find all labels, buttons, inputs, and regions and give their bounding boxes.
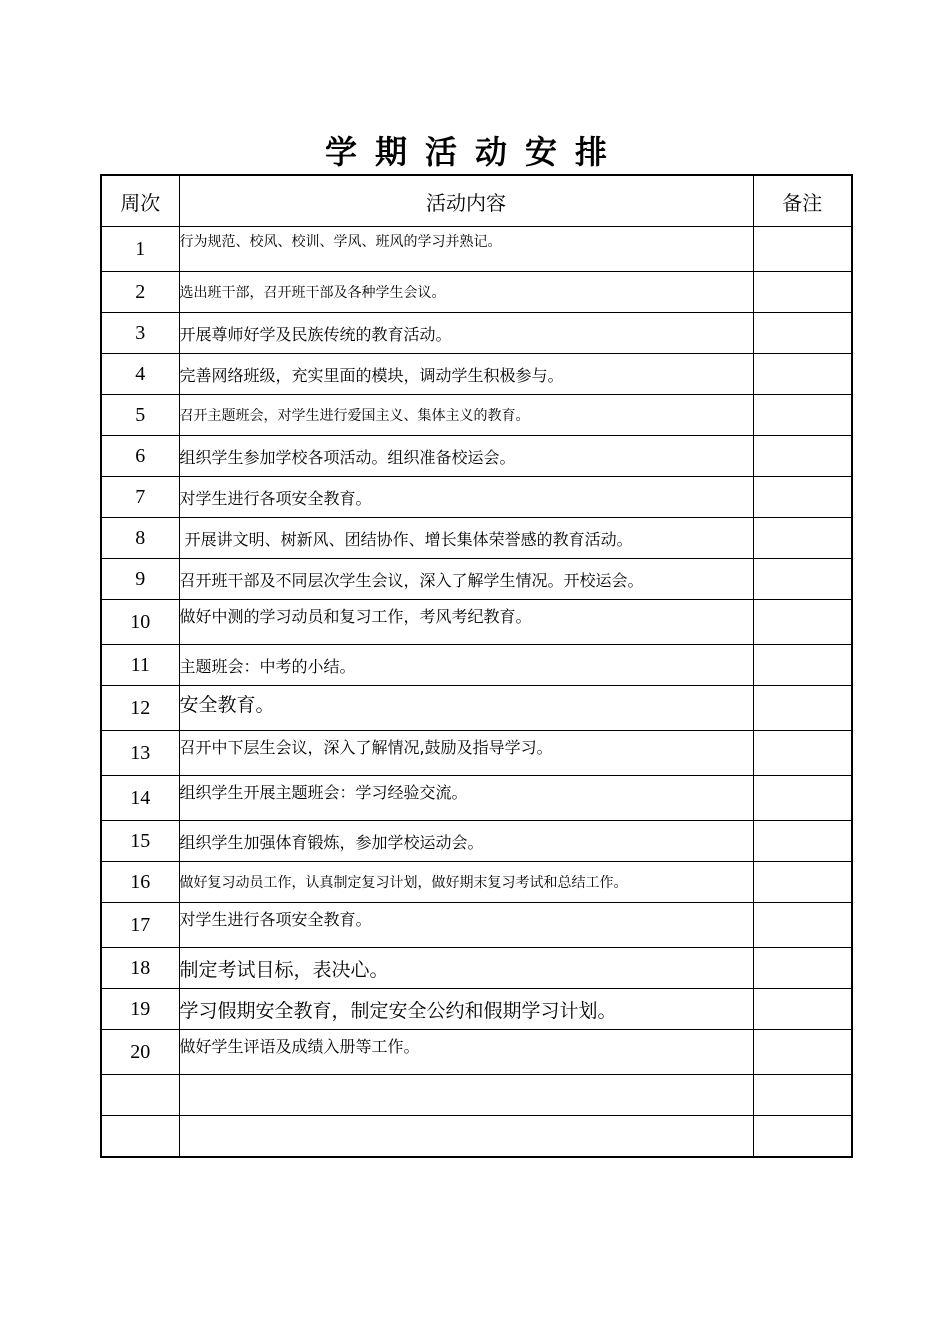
week-cell: 18 [101,948,179,989]
table-row [101,1075,852,1116]
table-row [101,559,852,600]
note-cell [753,518,852,559]
activity-cell: 做好学生评语及成绩入册等工作。 [179,1030,753,1075]
week-cell: 5 [101,395,179,436]
activity-cell: 组织学生参加学校各项活动。组织准备校运会。 [179,436,753,477]
week-cell: 8 [101,518,179,559]
note-cell [753,436,852,477]
week-cell: 19 [101,989,179,1030]
note-cell [753,776,852,821]
table-row [101,948,852,989]
activity-cell: 组织学生开展主题班会：学习经验交流。 [179,776,753,821]
note-cell [753,1030,852,1075]
note-cell [753,395,852,436]
note-cell [753,645,852,686]
table-row [101,600,852,645]
table-row [101,645,852,686]
note-cell [753,989,852,1030]
week-cell: 6 [101,436,179,477]
week-cell: 17 [101,903,179,948]
week-cell: 1 [101,227,179,272]
note-cell [753,903,852,948]
note-cell [753,862,852,903]
note-cell [753,559,852,600]
note-cell [753,354,852,395]
activity-cell: 召开班干部及不同层次学生会议，深入了解学生情况。开校运会。 [179,559,753,600]
activity-schedule-table [100,174,853,1158]
week-cell: 3 [101,313,179,354]
week-cell: 12 [101,686,179,731]
activity-cell: 召开主题班会，对学生进行爱国主义、集体主义的教育。 [179,395,753,436]
table-header-row [101,175,852,227]
table-row [101,313,852,354]
activity-cell: 对学生进行各项安全教育。 [179,903,753,948]
week-cell: 10 [101,600,179,645]
note-cell [753,948,852,989]
table-row [101,477,852,518]
activity-cell: 行为规范、校风、校训、学风、班风的学习并熟记。 [179,227,753,272]
activity-cell: 开展尊师好学及民族传统的教育活动。 [179,313,753,354]
note-cell [753,477,852,518]
table-row [101,903,852,948]
table-row [101,731,852,776]
week-cell: 7 [101,477,179,518]
page-title: 学期活动安排 [324,133,625,171]
week-cell: 16 [101,862,179,903]
week-cell: 11 [101,645,179,686]
activity-cell: 选出班干部，召开班干部及各种学生会议。 [179,272,753,313]
activity-cell: 做好复习动员工作，认真制定复习计划，做好期末复习考试和总结工作。 [179,862,753,903]
note-cell [753,1075,852,1116]
table-row [101,989,852,1030]
note-cell [753,821,852,862]
activity-cell [179,1116,753,1158]
activity-cell: 做好中测的学习动员和复习工作，考风考纪教育。 [179,600,753,645]
table-row [101,518,852,559]
week-cell: 13 [101,731,179,776]
table-row [101,776,852,821]
activity-cell: 对学生进行各项安全教育。 [179,477,753,518]
note-cell [753,272,852,313]
note-cell [753,731,852,776]
table-row [101,436,852,477]
week-cell: 15 [101,821,179,862]
table-row [101,354,852,395]
table-row [101,1030,852,1075]
note-cell [753,600,852,645]
week-cell: 2 [101,272,179,313]
note-cell [753,686,852,731]
activity-cell: 制定考试目标，表决心。 [179,948,753,989]
header-content: 活动内容 [179,175,753,227]
activity-cell: 主题班会：中考的小结。 [179,645,753,686]
activity-cell: 学习假期安全教育，制定安全公约和假期学习计划。 [179,989,753,1030]
note-cell [753,227,852,272]
table-row [101,272,852,313]
week-cell [101,1116,179,1158]
activity-cell: 组织学生加强体育锻炼，参加学校运动会。 [179,821,753,862]
activity-cell: 召开中下层生会议，深入了解情况,鼓励及指导学习。 [179,731,753,776]
table-row [101,395,852,436]
table-row [101,686,852,731]
header-week: 周次 [101,175,179,227]
activity-cell: 完善网络班级，充实里面的模块，调动学生积极参与。 [179,354,753,395]
activity-cell [179,1075,753,1116]
activity-cell: 安全教育。 [179,686,753,731]
week-cell: 20 [101,1030,179,1075]
table-row [101,862,852,903]
table-row [101,227,852,272]
table-row [101,821,852,862]
week-cell [101,1075,179,1116]
table-row [101,1116,852,1158]
week-cell: 4 [101,354,179,395]
activity-cell: 开展讲文明、树新风、团结协作、增长集体荣誉感的教育活动。 [179,518,753,559]
note-cell [753,1116,852,1158]
note-cell [753,313,852,354]
week-cell: 9 [101,559,179,600]
week-cell: 14 [101,776,179,821]
header-note: 备注 [753,175,852,227]
